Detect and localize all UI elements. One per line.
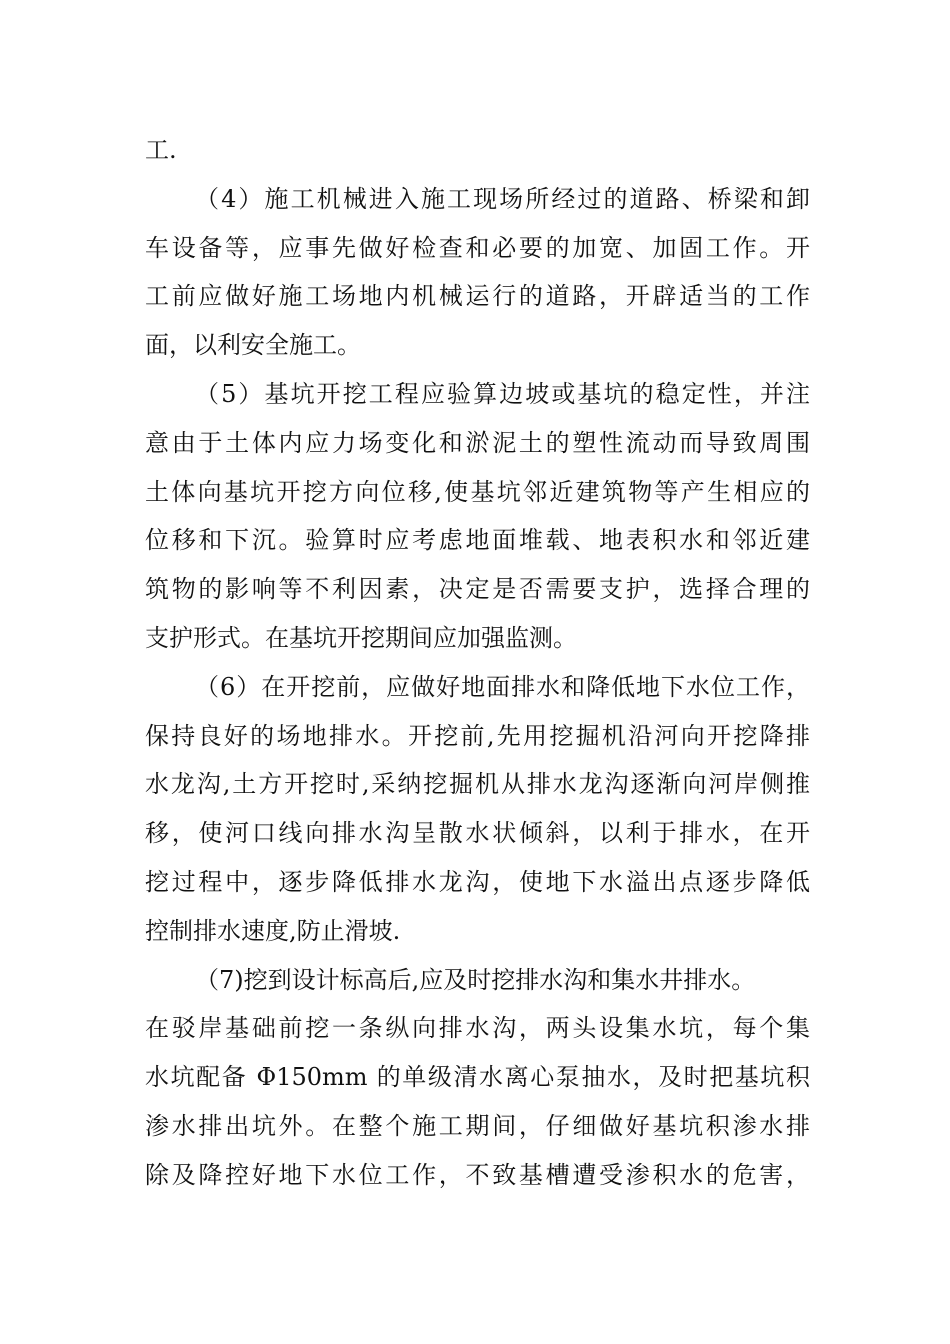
text-line: 支护形式。在基坑开挖期间应加强监测。: [145, 623, 577, 652]
text-line: 面，以利安全施工。: [145, 331, 361, 360]
text-line: 水坑配备 Φ150mm 的单级清水离心泵抽水，及时把基坑积: [145, 1063, 810, 1092]
text-line: （4）施工机械进入施工现场所经过的道路、桥梁和卸: [195, 184, 810, 213]
text-line: 工前应做好施工场地内机械运行的道路，开辟适当的工作: [145, 282, 810, 311]
text-line: 渗水排出坑外。在整个施工期间，仔细做好基坑积渗水排: [145, 1111, 810, 1140]
text-line: 保持良好的场地排水。开挖前,先用挖掘机沿河向开挖降排: [145, 721, 810, 750]
text-line: （7)挖到设计标高后,应及时挖排水沟和集水井排水。: [195, 965, 756, 994]
text-line: （6）在开挖前，应做好地面排水和降低地下水位工作，: [195, 672, 810, 701]
text-line: 工.: [145, 136, 177, 164]
text-line: 位移和下沉。验算时应考虑地面堆载、地表积水和邻近建: [145, 526, 810, 555]
text-line: 挖过程中，逐步降低排水龙沟，使地下水溢出点逐步降低: [145, 867, 810, 896]
text-line: 意由于土体内应力场变化和淤泥土的塑性流动而导致周围: [145, 428, 810, 457]
text-line: 移，使河口线向排水沟呈散水状倾斜，以利于排水，在开: [145, 819, 810, 848]
text-line: 除及降控好地下水位工作，不致基槽遭受渗积水的危害，: [145, 1160, 810, 1189]
text-line: 车设备等，应事先做好检查和必要的加宽、加固工作。开: [145, 233, 810, 262]
text-line: 水龙沟,土方开挖时,采纳挖掘机从排水龙沟逐渐向河岸侧推: [145, 770, 810, 799]
text-line: （5）基坑开挖工程应验算边坡或基坑的稳定性，并注: [195, 379, 810, 408]
document-body: [145, 126, 810, 1200]
text-line: 控制排水速度,防止滑坡.: [145, 916, 401, 945]
text-line: 土体向基坑开挖方向位移,使基坑邻近建筑物等产生相应的: [145, 477, 810, 506]
text-line: 在驳岸基础前挖一条纵向排水沟，两头设集水坑，每个集: [145, 1014, 810, 1043]
text-line: 筑物的影响等不利因素，决定是否需要支护，选择合理的: [145, 575, 810, 604]
